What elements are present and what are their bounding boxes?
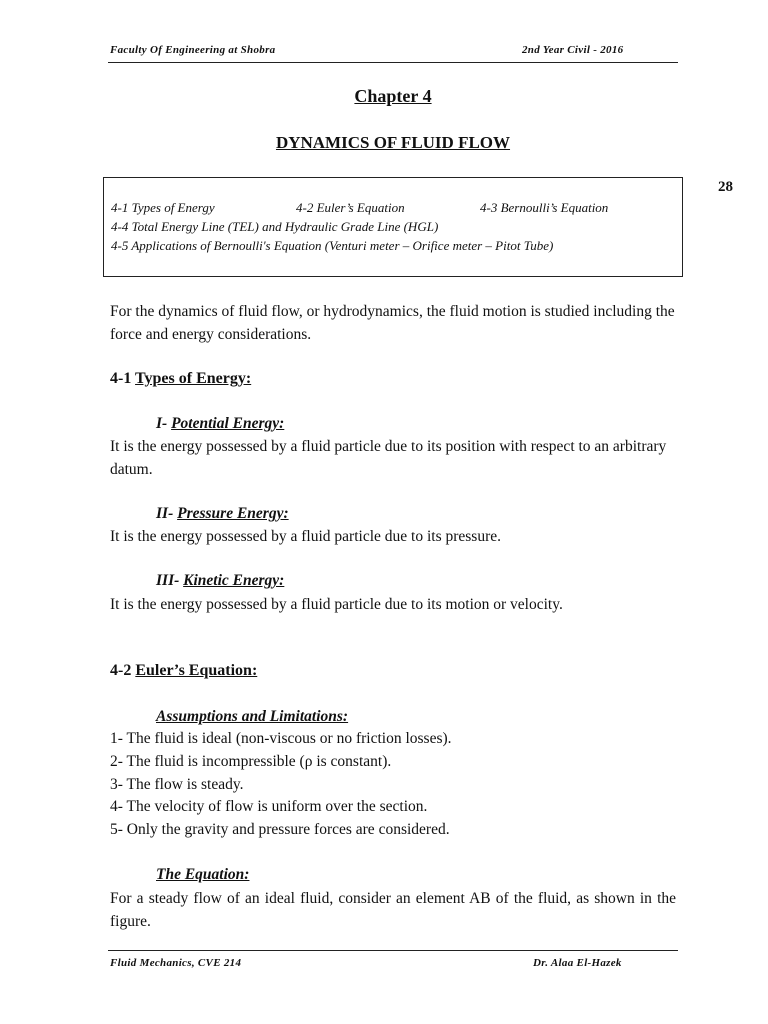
topic-item: 4-2 Euler’s Equation xyxy=(296,200,405,215)
topic-item: 4-3 Bernoulli’s Equation xyxy=(480,200,609,215)
equation-paragraph: For a steady flow of an ideal fluid, consider an element AB of the fluid, as shown in the figure. xyxy=(110,890,676,930)
footer-left: Fluid Mechanics, CVE 214 xyxy=(110,957,242,969)
section-heading: 4-2 Euler’s Equation: xyxy=(110,662,258,679)
topic-item: 4-1 Types of Energy xyxy=(111,200,215,215)
header-left: Faculty Of Engineering at Shobra xyxy=(110,44,276,56)
potential-energy-text: It is the energy possessed by a fluid particle due to its position with respect to an arbitrary datum. xyxy=(110,438,667,478)
list-item: 4- The velocity of flow is uniform over the section. xyxy=(110,798,428,815)
kinetic-energy-text: It is the energy possessed by a fluid particle due to its motion or velocity. xyxy=(110,596,563,613)
header-right: 2nd Year Civil - 2016 xyxy=(522,44,624,56)
topics-box xyxy=(103,177,683,277)
subsection-heading: III- Kinetic Energy: xyxy=(156,572,285,589)
page-number: 28 xyxy=(718,179,733,195)
chapter-heading: Chapter 4 xyxy=(354,86,432,106)
list-item: 2- The fluid is incompressible (ρ is constant). xyxy=(110,753,392,770)
list-item: 1- The fluid is ideal (non-viscous or no friction losses). xyxy=(110,730,452,747)
footer-right: Dr. Alaa El-Hazek xyxy=(533,957,622,969)
header-rule xyxy=(108,62,678,63)
subsection-heading: II- Pressure Energy: xyxy=(156,505,289,522)
pressure-energy-text: It is the energy possessed by a fluid particle due to its pressure. xyxy=(110,528,501,545)
intro-paragraph: For the dynamics of fluid flow, or hydrodynamics, the fluid motion is studied including the force and energy considerations. xyxy=(110,303,675,343)
subsection-heading: I- Potential Energy: xyxy=(156,415,285,432)
list-item: 5- Only the gravity and pressure forces are considered. xyxy=(110,821,450,838)
subsection-heading: The Equation: xyxy=(156,866,250,883)
footer-rule xyxy=(108,950,678,951)
topic-item: 4-5 Applications of Bernoulli's Equation (Venturi meter – Orifice meter – Pitot Tube) xyxy=(111,238,554,253)
chapter-title: DYNAMICS OF FLUID FLOW xyxy=(275,133,511,152)
topic-item: 4-4 Total Energy Line (TEL) and Hydraulic Grade Line (HGL) xyxy=(111,219,439,234)
list-item: 3- The flow is steady. xyxy=(110,776,244,793)
section-heading: 4-1 Types of Energy: xyxy=(110,370,252,387)
subsection-heading: Assumptions and Limitations: xyxy=(156,708,349,725)
